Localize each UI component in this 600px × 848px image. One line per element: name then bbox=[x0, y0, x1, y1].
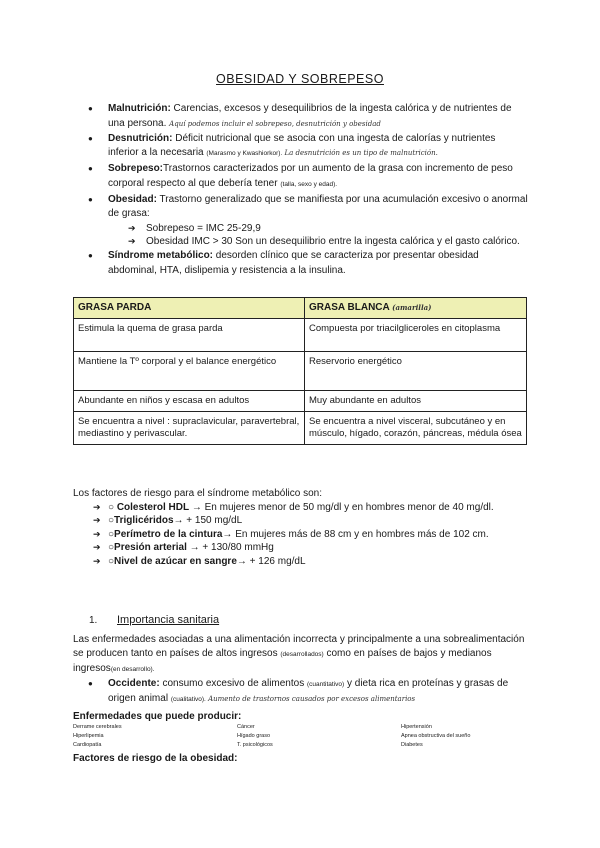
list-item-occidente: ● Occidente: consumo excesivo de alimentos (cuantitativo) y dieta rica en proteínas y grasas de origen animal (cualitativo). Aumento de trastornos causados por excesos alimentarios bbox=[78, 677, 533, 707]
table-cell: Se encuentra a nivel : supraclavicular, paravertebral, mediastino y perivascular. bbox=[74, 412, 305, 445]
section-paragraph: Las enfermedades asociadas a una alimentación incorrecta y principalmente a una sobrealimentación se producen tanto en países de altos ingresos (desarrollados) como en países de bajos y medianos ingresos(en desarrollo). bbox=[73, 634, 525, 674]
section-title: Importancia sanitaria bbox=[117, 614, 220, 626]
table-cell: Muy abundante en adultos bbox=[305, 391, 527, 412]
list-item: ➔ ○Nivel de azúcar en sangre→ + 126 mg/dL bbox=[83, 555, 533, 569]
list-item: ➔ ○ Colesterol HDL → En mujeres menor de 50 mg/dl y en hombres menor de 40 mg/dl. bbox=[83, 501, 533, 515]
list-item-malnutricion: ● Malnutrición: Carencias, excesos y desequilibrios de la ingesta calórica y de nutrientes de una persona. Aquí podemos incluir el sobrepeso, desnutrición y obesidad bbox=[78, 102, 528, 131]
list-item: ➔ ○Presión arterial → + 130/80 mmHg bbox=[83, 541, 533, 555]
table-cell: Abundante en niños y escasa en adultos bbox=[74, 391, 305, 412]
table-row bbox=[74, 412, 527, 445]
term: Malnutrición: bbox=[108, 103, 171, 114]
disease-item: Diabetes bbox=[401, 742, 423, 748]
disease-item: Apnea obstructiva del sueño bbox=[401, 733, 471, 739]
factors-intro: Los factores de riesgo para el síndrome metabólico son: bbox=[73, 488, 323, 499]
list-item-sobrepeso: ● Sobrepeso:Trastornos caracterizados por un aumento de la grasa con incremento de peso corporal respecto al que debería tener (talla, sexo y edad). bbox=[78, 162, 528, 192]
occidente-list bbox=[78, 677, 533, 707]
header-cell: GRASA BLANCA (amarilla) bbox=[305, 298, 527, 319]
grasa-comparison-table bbox=[73, 297, 527, 445]
table-cell: Mantiene la Tº corporal y el balance energético bbox=[74, 352, 305, 391]
term: Sobrepeso: bbox=[108, 163, 164, 174]
disease-item: Hipertensión bbox=[401, 724, 432, 730]
list-item-obesidad: ● Obesidad: Trastorno generalizado que se manifiesta por una acumulación excesivo o anormal de grasa: ➔ Sobrepeso = IMC 25-29,9 ➔ Obesidad IMC > 30 Son un desequilibrio entre la ingesta calórica y el gasto calórico. bbox=[78, 193, 528, 249]
disease-item: Cáncer bbox=[237, 724, 255, 730]
term: Síndrome metabólico: bbox=[108, 250, 214, 261]
disease-item: Hiperlipemia bbox=[73, 733, 104, 739]
table-cell: Compuesta por triacilgliceroles en citoplasma bbox=[305, 319, 527, 352]
disease-item: Cardiopatía bbox=[73, 742, 102, 748]
diseases-heading: Enfermedades que puede producir: bbox=[73, 711, 242, 722]
risk-factors-block bbox=[73, 487, 533, 568]
list-item-desnutricion: ● Desnutrición: Déficit nutricional que se asocia con una ingesta de calorías y nutrientes inferior a la necesaria (Marasmo y Kwashiorkor). La desnutrición es un tipo de malnutrición. bbox=[78, 132, 528, 162]
sublist-item: ➔ Sobrepeso = IMC 25-29,9 bbox=[118, 222, 528, 236]
list-item: ➔ ○Triglicéridos→ + 150 mg/dL bbox=[83, 514, 533, 528]
header-cell: GRASA PARDA bbox=[74, 298, 305, 319]
table-cell: Se encuentra a nivel visceral, subcutáneo y en músculo, hígado, corazón, páncreas, médula ósea bbox=[305, 412, 527, 445]
diseases-grid bbox=[73, 723, 513, 750]
section-number: 1. bbox=[89, 615, 98, 626]
term: Desnutrición: bbox=[108, 132, 173, 144]
factors-list bbox=[73, 501, 533, 569]
table-row bbox=[74, 391, 527, 412]
table-cell: Reservorio energético bbox=[305, 352, 527, 391]
list-item-sindrome: ● Síndrome metabólico: desorden clínico que se caracteriza por presentar obesidad abdominal, HTA, dislipemia y resistencia a la insulina. bbox=[78, 249, 528, 278]
obesidad-sublist bbox=[108, 222, 528, 249]
page-title: OBESIDAD Y SOBREPESO bbox=[216, 72, 384, 86]
disease-item: T. psicológicos bbox=[237, 742, 273, 748]
handwritten-note: La desnutrición es un tipo de malnutrición. bbox=[282, 149, 438, 157]
term: Obesidad: bbox=[108, 193, 157, 205]
table-row bbox=[74, 352, 527, 391]
list-item: ➔ ○Perímetro de la cintura→ En mujeres más de 88 cm y en hombres más de 102 cm. bbox=[83, 528, 533, 542]
section-heading bbox=[73, 613, 533, 628]
handwritten-note: Aumento de trastornos causados por excesos alimentarios bbox=[205, 695, 416, 703]
table-row bbox=[74, 319, 527, 352]
table-header-row bbox=[74, 298, 527, 319]
handwritten-note: Aquí podemos incluir el sobrepeso, desnutrición y obesidad bbox=[169, 119, 381, 128]
definitions-list bbox=[78, 102, 528, 279]
table-cell: Estimula la quema de grasa parda bbox=[74, 319, 305, 352]
disease-item: Hígado graso bbox=[237, 733, 271, 739]
risk-heading: Factores de riesgo de la obesidad: bbox=[73, 753, 238, 764]
disease-item: Derrame cerebrales bbox=[73, 724, 122, 730]
sublist-item: ➔ Obesidad IMC > 30 Son un desequilibrio entre la ingesta calórica y el gasto calórico. bbox=[118, 235, 528, 249]
